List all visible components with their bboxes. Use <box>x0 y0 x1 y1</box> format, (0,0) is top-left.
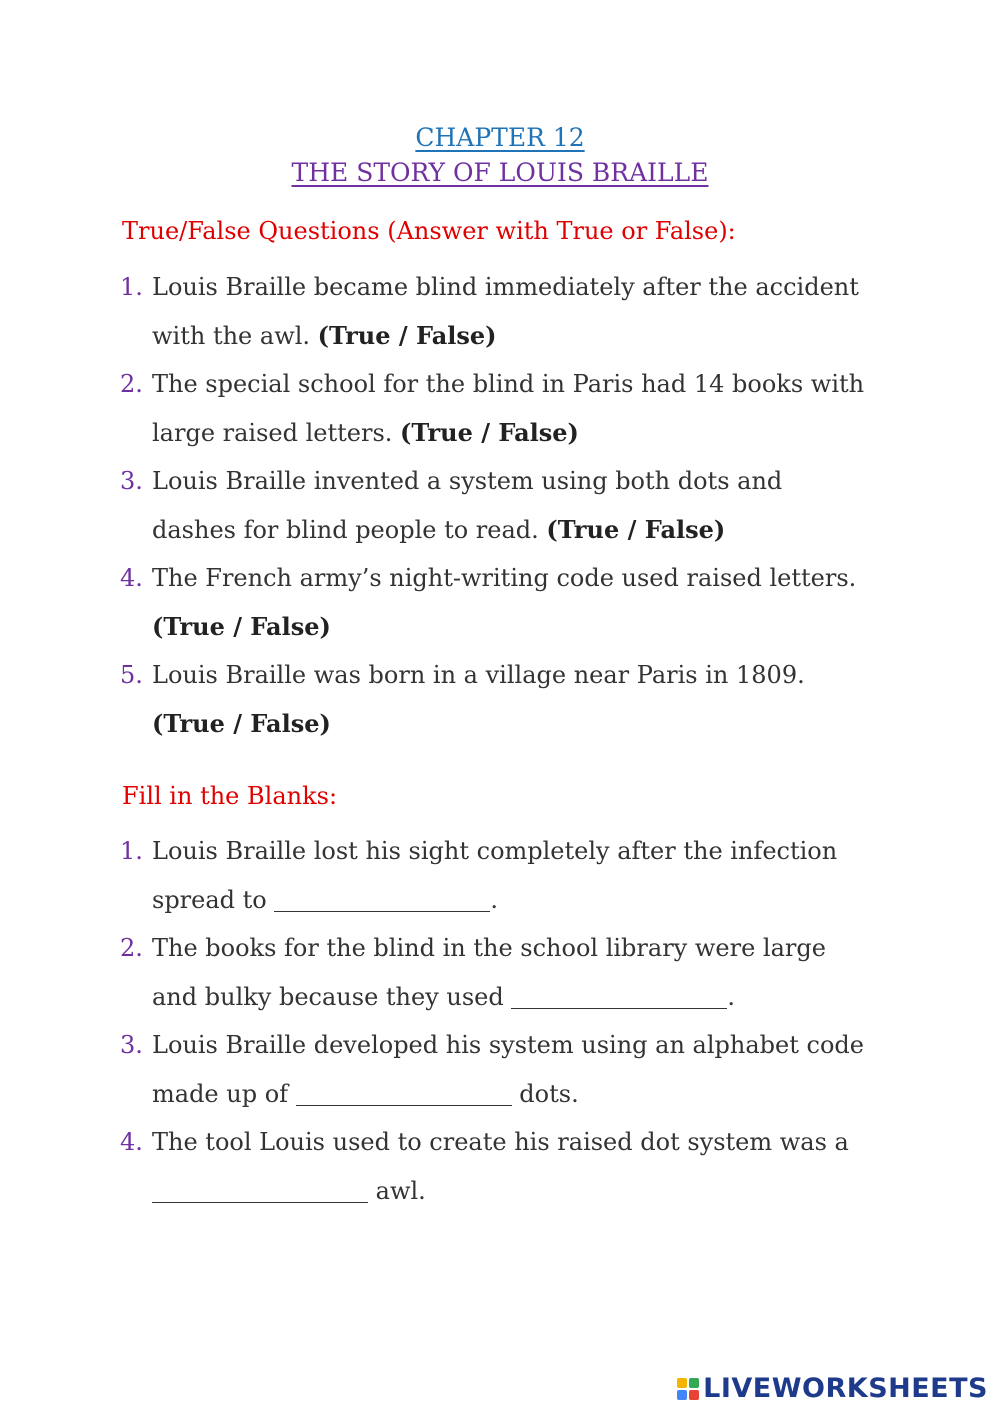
text-before-blank: made up of <box>152 1079 296 1108</box>
text-after-blank: awl. <box>368 1176 426 1205</box>
question-text: The tool Louis used to create his raised dot system was a <box>152 1128 849 1156</box>
question-text-cont: large raised letters. <box>152 418 401 447</box>
item-number: 2. <box>120 370 143 398</box>
answer-blank[interactable] <box>511 984 727 1009</box>
liveworksheets-logo-icon <box>677 1378 699 1400</box>
true-false-item <box>120 554 900 651</box>
answer-blank[interactable] <box>152 1178 368 1203</box>
fill-blank-item <box>120 924 900 1021</box>
question-text: Louis Braille invented a system using both dots and <box>152 467 783 495</box>
question-text: Louis Braille lost his sight completely after the infection <box>152 837 838 865</box>
true-false-item <box>120 360 900 457</box>
answer-blank[interactable] <box>274 887 490 912</box>
item-number: 1. <box>120 837 143 865</box>
fill-blanks-list <box>120 827 900 1215</box>
answer-blank[interactable] <box>296 1081 512 1106</box>
question-text-cont: with the awl. <box>152 321 318 350</box>
text-before-blank: and bulky because they used <box>152 982 512 1011</box>
true-false-item <box>120 651 900 748</box>
fill-blank-item <box>120 1021 900 1118</box>
question-text: Louis Braille developed his system using an alphabet code <box>152 1031 864 1059</box>
true-false-item <box>120 457 900 554</box>
question-text: Louis Braille became blind immediately after the accident <box>152 273 859 301</box>
true-false-choice[interactable]: (True / False) <box>317 320 497 350</box>
item-number: 3. <box>120 467 143 495</box>
true-false-choice[interactable]: (True / False) <box>152 708 331 738</box>
story-title: THE STORY OF LOUIS BRAILLE <box>291 158 709 187</box>
fill-blank-item <box>120 1118 900 1215</box>
text-before-blank: spread to <box>152 885 275 914</box>
question-text: The French army’s night-writing code used raised letters. <box>152 564 857 592</box>
item-number: 4. <box>120 1128 143 1156</box>
item-number: 3. <box>120 1031 143 1059</box>
question-text: Louis Braille was born in a village near Paris in 1809. <box>152 661 805 689</box>
question-text: The special school for the blind in Paris had 14 books with <box>152 370 865 398</box>
true-false-item <box>120 263 900 360</box>
fill-blanks-heading: Fill in the Blanks: <box>122 782 338 810</box>
true-false-choice[interactable]: (True / False) <box>152 611 331 641</box>
item-number: 4. <box>120 564 143 592</box>
item-number: 5. <box>120 661 143 689</box>
true-false-list <box>120 263 900 748</box>
true-false-choice[interactable]: (True / False) <box>546 514 726 544</box>
text-after-blank: dots. <box>511 1079 579 1108</box>
true-false-heading: True/False Questions (Answer with True or False): <box>122 217 736 245</box>
text-after-blank: . <box>727 982 736 1011</box>
item-number: 2. <box>120 934 143 962</box>
true-false-choice[interactable]: (True / False) <box>400 417 579 447</box>
question-text-cont: dashes for blind people to read. <box>152 515 547 544</box>
chapter-heading: CHAPTER 12 <box>415 123 585 152</box>
text-after-blank: . <box>490 885 499 914</box>
logo-text: LIVEWORKSHEETS <box>703 1373 988 1404</box>
liveworksheets-logo[interactable] <box>677 1373 988 1404</box>
fill-blank-item <box>120 827 900 924</box>
question-text: The books for the blind in the school library were large <box>152 934 826 962</box>
item-number: 1. <box>120 273 143 301</box>
